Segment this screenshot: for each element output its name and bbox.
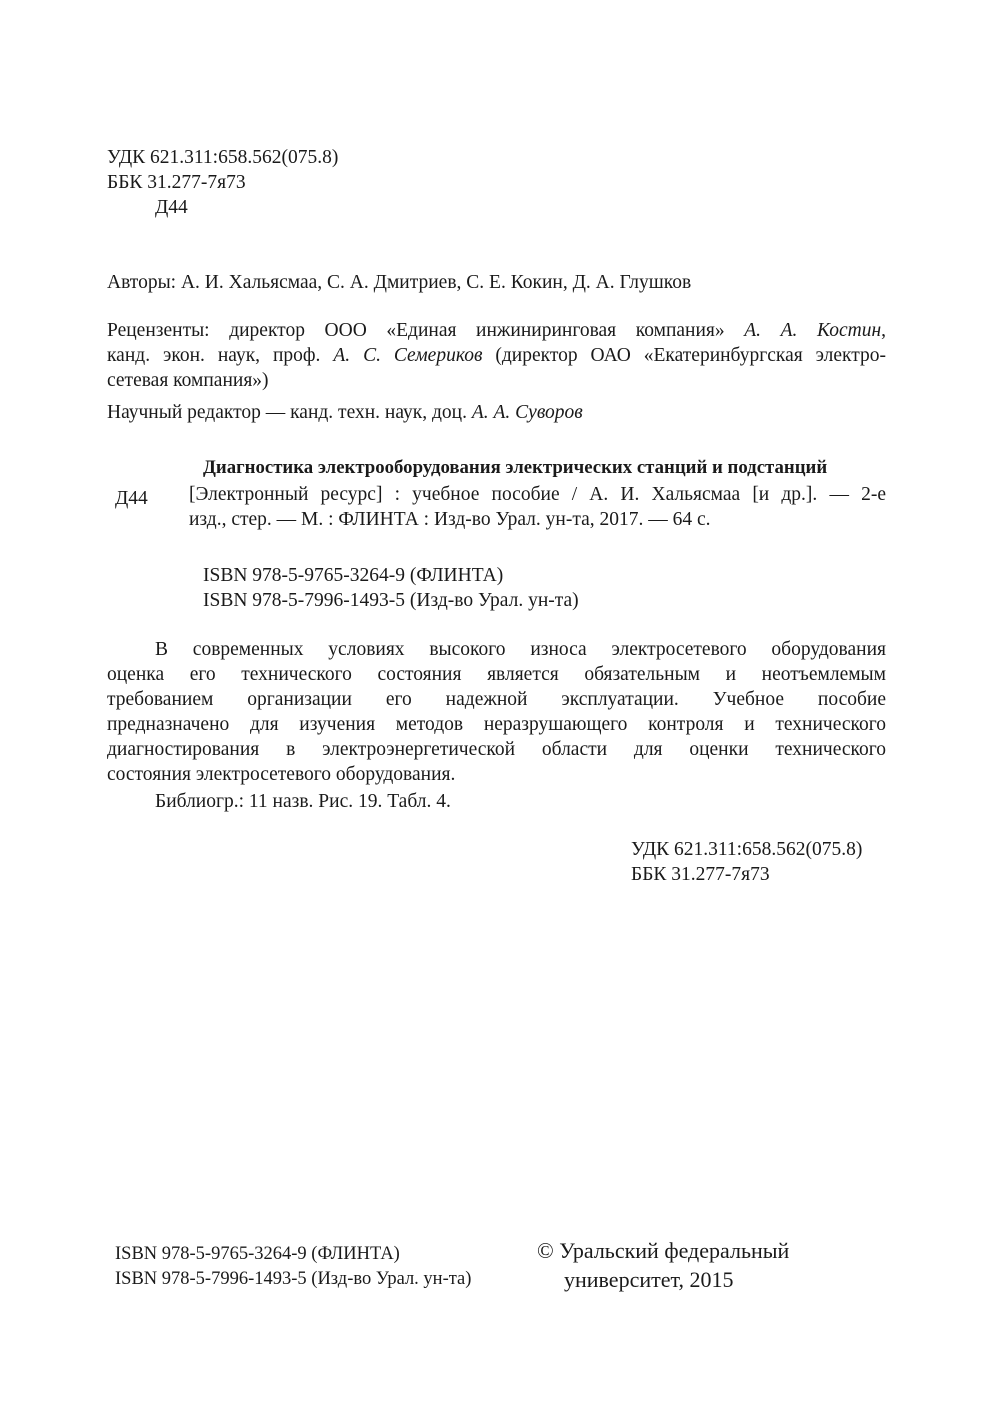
reviewers-line-2 bbox=[107, 343, 886, 368]
copyright-line-2: университет, 2015 bbox=[564, 1267, 734, 1292]
book-isbn-2: ISBN 978-5-7996-1493-5 (Изд-во Урал. ун-та) bbox=[203, 590, 579, 611]
classification-bbk: ББК 31.277-7я73 bbox=[631, 864, 770, 885]
reviewers-line-3: сетевая компания») bbox=[107, 370, 269, 391]
authors-line: Авторы: А. И. Хальясмаа, С. А. Дмитриев, С. Е. Кокин, Д. А. Глушков bbox=[107, 272, 692, 293]
copyright-line-1: © Уральский федеральный bbox=[537, 1238, 790, 1263]
reviewers-text-2: канд. экон. наук, проф. bbox=[107, 345, 334, 366]
editor-text: Научный редактор — канд. техн. наук, доц. bbox=[107, 402, 472, 423]
reviewers-text-1: Рецензенты: директор ООО «Единая инжиниринговая компания» bbox=[107, 320, 745, 341]
book-title: Диагностика электрооборудования электрических станций и подстанций bbox=[203, 457, 828, 478]
editor-line bbox=[107, 400, 583, 425]
book-description-line-2: изд., стер. — М. : ФЛИНТА : Изд-во Урал. ун-та, 2017. — 64 с. bbox=[189, 509, 711, 530]
book-description-line-1: [Электронный ресурс] : учебное пособие / А. И. Хальясмаа [и др.]. — 2-е bbox=[189, 484, 886, 505]
abstract-line-5: диагностирования в электроэнергетической области для оценки технического bbox=[107, 739, 886, 760]
reviewer-name-1: А. А. Костин bbox=[744, 320, 882, 341]
classification-udk: УДК 621.311:658.562(075.8) bbox=[631, 839, 863, 860]
header-bbk: ББК 31.277-7я73 bbox=[107, 172, 246, 193]
book-code: Д44 bbox=[115, 488, 148, 509]
bibliography-line: Библиогр.: 11 назв. Рис. 19. Табл. 4. bbox=[155, 791, 451, 812]
reviewers-comma: , bbox=[881, 320, 886, 341]
abstract-line-4: предназначено для изучения методов неразрушающего контроля и технического bbox=[107, 714, 886, 735]
editor-name: А. А. Суворов bbox=[471, 402, 583, 423]
abstract bbox=[107, 637, 886, 787]
book-isbn-1: ISBN 978-5-9765-3264-9 (ФЛИНТА) bbox=[203, 565, 504, 586]
footer-isbn-1: ISBN 978-5-9765-3264-9 (ФЛИНТА) bbox=[115, 1244, 400, 1264]
reviewer-name-2: А. С. Семериков bbox=[333, 345, 483, 366]
reviewers-line-1 bbox=[107, 318, 886, 343]
abstract-line-2: оценка его технического состояния является обязательным и неотъемлемым bbox=[107, 664, 886, 685]
book-description bbox=[189, 482, 886, 532]
reviewers-text-3: (директор ОАО «Екатеринбургская электро- bbox=[482, 345, 887, 366]
abstract-line-6: состояния электросетевого оборудования. bbox=[107, 764, 456, 785]
header-code: Д44 bbox=[155, 197, 188, 218]
footer-isbn-2: ISBN 978-5-7996-1493-5 (Изд-во Урал. ун-та) bbox=[115, 1269, 472, 1289]
header-udk: УДК 621.311:658.562(075.8) bbox=[107, 147, 339, 168]
abstract-line-1: В современных условиях высокого износа электросетевого оборудования bbox=[155, 639, 886, 660]
abstract-line-3: требованием организации его надежной эксплуатации. Учебное пособие bbox=[107, 689, 886, 710]
